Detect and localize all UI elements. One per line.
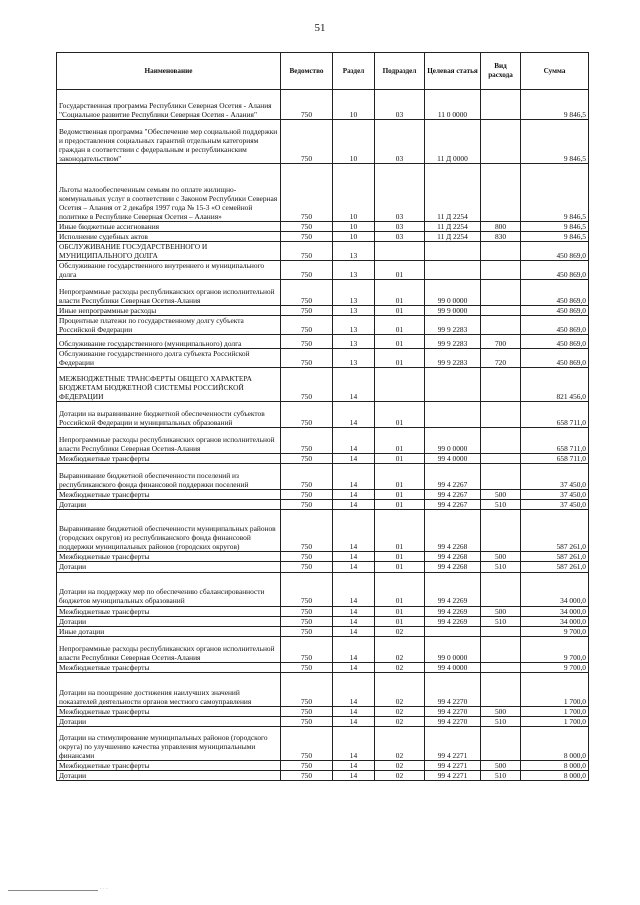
row-target-article: 99 4 2270 xyxy=(425,716,481,726)
row-department: 750 xyxy=(281,242,333,261)
table-row xyxy=(57,306,589,316)
row-sum: 450 869,0 xyxy=(521,280,589,306)
row-name: Дотации xyxy=(57,562,281,572)
row-target-article: 11 Д 2254 xyxy=(425,164,481,222)
row-subsection: 01 xyxy=(375,562,425,572)
table-row xyxy=(57,770,589,780)
table-row xyxy=(57,562,589,572)
row-expense-type: 500 xyxy=(481,552,521,562)
table-row xyxy=(57,636,589,662)
table-row xyxy=(57,616,589,626)
header-sum: Сумма xyxy=(521,53,589,90)
row-target-article: 99 4 2267 xyxy=(425,500,481,510)
row-target-article xyxy=(425,402,481,428)
table-row xyxy=(57,120,589,164)
row-expense-type xyxy=(481,261,521,280)
row-sum: 9 846,5 xyxy=(521,90,589,120)
row-name: Государственная программа Республики Северная Осетия - Алания "Социальное развитие Республики Северная Осетия - Алания" xyxy=(57,90,281,120)
row-department: 750 xyxy=(281,90,333,120)
footer-line xyxy=(8,890,98,891)
table-row xyxy=(57,222,589,232)
row-subsection: 02 xyxy=(375,726,425,760)
row-sum: 450 869,0 xyxy=(521,242,589,261)
row-name: Процентные платежи по государственному долгу субъекта Российской Федерации xyxy=(57,316,281,335)
table-row xyxy=(57,316,589,335)
row-subsection: 03 xyxy=(375,164,425,222)
row-name: Льготы малообеспеченным семьям по оплате жилищно-коммунальных услуг в соответствии с Законом Республики Северная Осетия – Алания от 2 декабря 1997 года № 15-3 «О семейной политике в Республике Северная Осетия – Алания» xyxy=(57,164,281,222)
row-section: 14 xyxy=(333,368,375,402)
row-subsection: 02 xyxy=(375,706,425,716)
row-name: Дотации xyxy=(57,500,281,510)
row-name: Межбюджетные трансферты xyxy=(57,454,281,464)
row-sum: 1 700,0 xyxy=(521,672,589,706)
row-sum: 8 000,0 xyxy=(521,770,589,780)
row-subsection: 02 xyxy=(375,760,425,770)
table-row xyxy=(57,510,589,552)
row-department: 750 xyxy=(281,770,333,780)
row-department: 750 xyxy=(281,626,333,636)
row-department: 750 xyxy=(281,760,333,770)
row-target-article: 99 4 2267 xyxy=(425,490,481,500)
row-section: 10 xyxy=(333,90,375,120)
row-target-article: 11 Д 2254 xyxy=(425,232,481,242)
table-row xyxy=(57,500,589,510)
row-department: 750 xyxy=(281,164,333,222)
row-expense-type xyxy=(481,662,521,672)
row-expense-type: 510 xyxy=(481,500,521,510)
row-section: 14 xyxy=(333,562,375,572)
row-expense-type xyxy=(481,726,521,760)
row-department: 750 xyxy=(281,280,333,306)
row-subsection: 01 xyxy=(375,349,425,368)
row-expense-type xyxy=(481,164,521,222)
row-target-article: 99 4 2269 xyxy=(425,606,481,616)
row-name: Межбюджетные трансферты xyxy=(57,706,281,716)
row-subsection: 01 xyxy=(375,428,425,454)
row-expense-type xyxy=(481,510,521,552)
table-row xyxy=(57,606,589,616)
table-row xyxy=(57,280,589,306)
row-section: 14 xyxy=(333,454,375,464)
row-section: 10 xyxy=(333,222,375,232)
row-section: 14 xyxy=(333,760,375,770)
row-department: 750 xyxy=(281,562,333,572)
row-section: 13 xyxy=(333,335,375,349)
budget-table xyxy=(56,52,589,781)
row-target-article xyxy=(425,368,481,402)
row-expense-type: 510 xyxy=(481,616,521,626)
table-row xyxy=(57,672,589,706)
row-department: 750 xyxy=(281,726,333,760)
row-sum: 450 869,0 xyxy=(521,261,589,280)
row-subsection: 02 xyxy=(375,636,425,662)
row-section: 14 xyxy=(333,402,375,428)
header-expense-type: Вид расхода xyxy=(481,53,521,90)
row-sum: 8 000,0 xyxy=(521,760,589,770)
row-name: Дотации на поддержку мер по обеспечению сбалансированности бюджетов муниципальных образований xyxy=(57,572,281,606)
table-row xyxy=(57,349,589,368)
row-section: 13 xyxy=(333,280,375,306)
row-name: Дотации xyxy=(57,716,281,726)
row-name: Обслуживание государственного (муниципального) долга xyxy=(57,335,281,349)
row-name: Межбюджетные трансферты xyxy=(57,760,281,770)
row-sum: 9 700,0 xyxy=(521,636,589,662)
row-name: МЕЖБЮДЖЕТНЫЕ ТРАНСФЕРТЫ ОБЩЕГО ХАРАКТЕРА БЮДЖЕТАМ БЮДЖЕТНОЙ СИСТЕМЫ РОССИЙСКОЙ ФЕДЕРАЦИИ xyxy=(57,368,281,402)
row-subsection: 01 xyxy=(375,606,425,616)
header-section: Раздел xyxy=(333,53,375,90)
row-name: Межбюджетные трансферты xyxy=(57,662,281,672)
row-target-article: 99 9 2283 xyxy=(425,316,481,335)
header-subsection: Подраздел xyxy=(375,53,425,90)
row-department: 750 xyxy=(281,636,333,662)
row-sum: 450 869,0 xyxy=(521,306,589,316)
row-name: Непрограммные расходы республиканских органов исполнительной власти Республики Северная Осетия-Алания xyxy=(57,636,281,662)
row-expense-type xyxy=(481,306,521,316)
row-name: Дотации xyxy=(57,770,281,780)
row-expense-type xyxy=(481,636,521,662)
row-sum: 658 711,0 xyxy=(521,428,589,454)
row-sum: 9 846,5 xyxy=(521,120,589,164)
row-expense-type: 510 xyxy=(481,770,521,780)
row-target-article: 99 4 2268 xyxy=(425,510,481,552)
row-target-article: 99 4 0000 xyxy=(425,454,481,464)
row-target-article: 99 9 0000 xyxy=(425,306,481,316)
row-subsection: 03 xyxy=(375,90,425,120)
row-name: Межбюджетные трансферты xyxy=(57,490,281,500)
table-row xyxy=(57,428,589,454)
row-department: 750 xyxy=(281,606,333,616)
row-section: 14 xyxy=(333,662,375,672)
row-section: 13 xyxy=(333,306,375,316)
table-row xyxy=(57,232,589,242)
row-target-article: 99 4 2268 xyxy=(425,562,481,572)
row-department: 750 xyxy=(281,428,333,454)
row-department: 750 xyxy=(281,261,333,280)
row-section: 14 xyxy=(333,606,375,616)
row-section: 14 xyxy=(333,626,375,636)
row-subsection: 02 xyxy=(375,770,425,780)
row-section: 13 xyxy=(333,316,375,335)
row-sum: 587 261,0 xyxy=(521,562,589,572)
row-name: Обслуживание государственного долга субъекта Российской Федерации xyxy=(57,349,281,368)
table-row xyxy=(57,368,589,402)
table-row xyxy=(57,760,589,770)
table-row xyxy=(57,242,589,261)
row-section: 14 xyxy=(333,716,375,726)
row-name: Дотации xyxy=(57,616,281,626)
row-expense-type: 830 xyxy=(481,232,521,242)
row-expense-type: 510 xyxy=(481,562,521,572)
footer-mark: · · · xyxy=(100,886,108,892)
row-department: 750 xyxy=(281,454,333,464)
row-department: 750 xyxy=(281,232,333,242)
table-row xyxy=(57,454,589,464)
row-target-article: 99 4 0000 xyxy=(425,662,481,672)
row-subsection: 02 xyxy=(375,716,425,726)
row-subsection: 01 xyxy=(375,572,425,606)
row-section: 14 xyxy=(333,616,375,626)
row-section: 13 xyxy=(333,261,375,280)
row-subsection: 01 xyxy=(375,454,425,464)
row-name: Выравнивание бюджетной обеспеченности муниципальных районов (городских округов) из республиканского фонда финансовой поддержки муниципальных районов (городских округов) xyxy=(57,510,281,552)
row-target-article: 99 4 2270 xyxy=(425,672,481,706)
row-section: 10 xyxy=(333,232,375,242)
row-department: 750 xyxy=(281,616,333,626)
table-row xyxy=(57,626,589,636)
row-sum: 587 261,0 xyxy=(521,552,589,562)
row-department: 750 xyxy=(281,706,333,716)
row-target-article: 99 4 2269 xyxy=(425,616,481,626)
row-sum: 34 000,0 xyxy=(521,606,589,616)
row-sum: 34 000,0 xyxy=(521,572,589,606)
row-subsection xyxy=(375,242,425,261)
row-target-article xyxy=(425,626,481,636)
row-target-article: 11 Д 0000 xyxy=(425,120,481,164)
table-row xyxy=(57,716,589,726)
row-name: Дотации на поощрение достижения наилучших значений показателей деятельности органов местного самоуправления xyxy=(57,672,281,706)
row-name: Непрограммные расходы республиканских органов исполнительной власти Республики Северная Осетия-Алания xyxy=(57,280,281,306)
row-target-article: 99 4 2271 xyxy=(425,770,481,780)
row-expense-type: 500 xyxy=(481,760,521,770)
table-row xyxy=(57,552,589,562)
row-subsection: 01 xyxy=(375,510,425,552)
row-subsection: 01 xyxy=(375,616,425,626)
row-expense-type xyxy=(481,626,521,636)
row-sum: 821 456,0 xyxy=(521,368,589,402)
row-expense-type: 510 xyxy=(481,716,521,726)
row-subsection: 02 xyxy=(375,626,425,636)
row-name: Иные дотации xyxy=(57,626,281,636)
row-subsection: 01 xyxy=(375,335,425,349)
row-expense-type xyxy=(481,316,521,335)
row-subsection: 01 xyxy=(375,500,425,510)
row-subsection xyxy=(375,368,425,402)
row-target-article: 99 0 0000 xyxy=(425,636,481,662)
row-name: Межбюджетные трансферты xyxy=(57,606,281,616)
row-subsection: 03 xyxy=(375,222,425,232)
row-sum: 587 261,0 xyxy=(521,510,589,552)
row-subsection: 03 xyxy=(375,120,425,164)
row-expense-type xyxy=(481,672,521,706)
row-department: 750 xyxy=(281,500,333,510)
row-section: 14 xyxy=(333,464,375,490)
row-department: 750 xyxy=(281,672,333,706)
row-name: Обслуживание государственного внутреннего и муниципального долга xyxy=(57,261,281,280)
row-sum: 1 700,0 xyxy=(521,716,589,726)
row-expense-type: 700 xyxy=(481,335,521,349)
row-department: 750 xyxy=(281,368,333,402)
row-subsection: 01 xyxy=(375,306,425,316)
row-sum: 8 000,0 xyxy=(521,726,589,760)
row-sum: 450 869,0 xyxy=(521,335,589,349)
row-expense-type xyxy=(481,242,521,261)
row-expense-type: 500 xyxy=(481,490,521,500)
row-target-article: 99 4 2267 xyxy=(425,464,481,490)
row-department: 750 xyxy=(281,662,333,672)
row-name: Выравнивание бюджетной обеспеченности поселений из республиканского фонда финансовой поддержки поселений xyxy=(57,464,281,490)
row-section: 14 xyxy=(333,572,375,606)
row-subsection: 01 xyxy=(375,280,425,306)
row-subsection: 01 xyxy=(375,316,425,335)
row-department: 750 xyxy=(281,402,333,428)
table-row xyxy=(57,164,589,222)
row-name: Исполнение судебных актов xyxy=(57,232,281,242)
row-department: 750 xyxy=(281,572,333,606)
row-name: Непрограммные расходы республиканских органов исполнительной власти Республики Северная Осетия-Алания xyxy=(57,428,281,454)
row-department: 750 xyxy=(281,716,333,726)
row-sum: 9 846,5 xyxy=(521,232,589,242)
row-subsection: 02 xyxy=(375,672,425,706)
row-department: 750 xyxy=(281,464,333,490)
row-expense-type xyxy=(481,464,521,490)
row-sum: 658 711,0 xyxy=(521,402,589,428)
row-sum: 9 846,5 xyxy=(521,164,589,222)
table-row xyxy=(57,90,589,120)
row-expense-type: 720 xyxy=(481,349,521,368)
row-subsection: 01 xyxy=(375,490,425,500)
row-target-article: 99 0 0000 xyxy=(425,280,481,306)
row-target-article: 11 0 0000 xyxy=(425,90,481,120)
row-sum: 450 869,0 xyxy=(521,316,589,335)
row-section: 14 xyxy=(333,552,375,562)
header-name: Наименование xyxy=(57,53,281,90)
row-sum: 658 711,0 xyxy=(521,454,589,464)
row-department: 750 xyxy=(281,349,333,368)
row-department: 750 xyxy=(281,510,333,552)
row-target-article: 99 4 2268 xyxy=(425,552,481,562)
row-section: 10 xyxy=(333,120,375,164)
table-row xyxy=(57,402,589,428)
row-section: 14 xyxy=(333,490,375,500)
row-section: 14 xyxy=(333,726,375,760)
header-department: Ведомство xyxy=(281,53,333,90)
row-section: 14 xyxy=(333,672,375,706)
row-target-article xyxy=(425,242,481,261)
row-target-article: 99 4 2271 xyxy=(425,726,481,760)
row-sum: 1 700,0 xyxy=(521,706,589,716)
row-expense-type xyxy=(481,90,521,120)
table-row xyxy=(57,490,589,500)
row-subsection: 01 xyxy=(375,402,425,428)
row-sum: 37 450,0 xyxy=(521,490,589,500)
table-row xyxy=(57,572,589,606)
row-subsection: 03 xyxy=(375,232,425,242)
row-section: 14 xyxy=(333,636,375,662)
row-sum: 37 450,0 xyxy=(521,464,589,490)
row-subsection: 01 xyxy=(375,464,425,490)
row-subsection: 02 xyxy=(375,662,425,672)
row-name: ОБСЛУЖИВАНИЕ ГОСУДАРСТВЕННОГО И МУНИЦИПАЛЬНОГО ДОЛГА xyxy=(57,242,281,261)
row-section: 13 xyxy=(333,242,375,261)
row-target-article: 11 Д 2254 xyxy=(425,222,481,232)
row-sum: 34 000,0 xyxy=(521,616,589,626)
row-expense-type xyxy=(481,280,521,306)
row-department: 750 xyxy=(281,120,333,164)
table-header-row xyxy=(57,53,589,90)
row-sum: 9 846,5 xyxy=(521,222,589,232)
row-department: 750 xyxy=(281,306,333,316)
row-target-article: 99 4 2269 xyxy=(425,572,481,606)
row-expense-type: 500 xyxy=(481,706,521,716)
row-name: Иные бюджетные ассигнования xyxy=(57,222,281,232)
table-row xyxy=(57,662,589,672)
row-department: 750 xyxy=(281,490,333,500)
row-name: Межбюджетные трансферты xyxy=(57,552,281,562)
table-row xyxy=(57,464,589,490)
table-row xyxy=(57,335,589,349)
row-sum: 37 450,0 xyxy=(521,500,589,510)
row-expense-type xyxy=(481,402,521,428)
row-sum: 450 869,0 xyxy=(521,349,589,368)
row-section: 14 xyxy=(333,770,375,780)
row-expense-type xyxy=(481,572,521,606)
row-expense-type xyxy=(481,368,521,402)
row-target-article xyxy=(425,261,481,280)
row-section: 14 xyxy=(333,510,375,552)
row-section: 14 xyxy=(333,500,375,510)
row-name: Дотации на стимулирование муниципальных районов (городского округа) по улучшению качества управления муниципальными финансами xyxy=(57,726,281,760)
row-target-article: 99 9 2283 xyxy=(425,335,481,349)
row-department: 750 xyxy=(281,316,333,335)
row-expense-type xyxy=(481,120,521,164)
table-row xyxy=(57,726,589,760)
row-expense-type: 800 xyxy=(481,222,521,232)
row-subsection: 01 xyxy=(375,552,425,562)
row-name: Дотации на выравнивание бюджетной обеспеченности субъектов Российской Федерации и муниципальных образований xyxy=(57,402,281,428)
row-expense-type: 500 xyxy=(481,606,521,616)
row-target-article: 99 9 2283 xyxy=(425,349,481,368)
row-target-article: 99 0 0000 xyxy=(425,428,481,454)
row-target-article: 99 4 2271 xyxy=(425,760,481,770)
table-row xyxy=(57,261,589,280)
row-sum: 9 700,0 xyxy=(521,662,589,672)
row-department: 750 xyxy=(281,335,333,349)
row-section: 14 xyxy=(333,428,375,454)
row-sum: 9 700,0 xyxy=(521,626,589,636)
row-department: 750 xyxy=(281,222,333,232)
row-section: 14 xyxy=(333,706,375,716)
page-number: 51 xyxy=(314,22,326,34)
row-name: Ведомственная программа "Обеспечение мер социальной поддержки и предоставления социальных гарантий отдельным категориям граждан в соответствии с федеральным и республиканским законодательством" xyxy=(57,120,281,164)
row-subsection: 01 xyxy=(375,261,425,280)
table-row xyxy=(57,706,589,716)
row-expense-type xyxy=(481,428,521,454)
header-target-article: Целевая статья xyxy=(425,53,481,90)
row-expense-type xyxy=(481,454,521,464)
row-section: 10 xyxy=(333,164,375,222)
row-target-article: 99 4 2270 xyxy=(425,706,481,716)
row-department: 750 xyxy=(281,552,333,562)
row-section: 13 xyxy=(333,349,375,368)
row-name: Иные непрограммные расходы xyxy=(57,306,281,316)
